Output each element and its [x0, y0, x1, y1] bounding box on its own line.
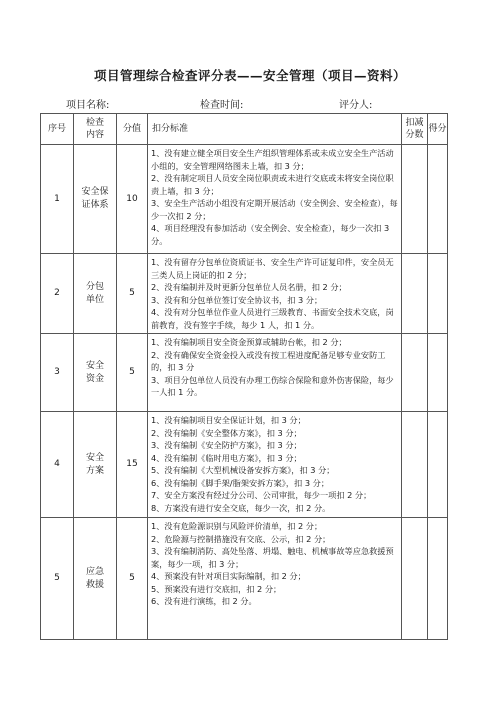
criteria-line: 4、预案没有针对项目实际编制，扣 2 分； [151, 571, 306, 581]
criteria-line: 1、没有建立健全项目安全生产组织管理体系或未成立安全生产活动小组的，安全管理网络图未上墙，扣 3 分； [151, 148, 394, 171]
criteria-line: 1、没有编制项目安全资金预算或辅助台帐，扣 2 分； [151, 337, 347, 347]
document-title: 项目管理综合检查评分表——安全管理（项目—资料） [93, 68, 406, 83]
row-score: 5 [117, 254, 148, 334]
row-criteria [148, 254, 402, 334]
score-table [40, 113, 448, 640]
row-criteria [148, 412, 402, 518]
row-number: 1 [41, 145, 74, 254]
criteria-line: 4、没有对分包单位作业人员进行三级教育、书面安全技术交底，岗前教育，没有签字手续，每少 1 人，扣 1 分。 [151, 307, 394, 330]
header-criteria: 扣分标准 [148, 114, 402, 145]
table-row [41, 145, 448, 254]
scorer-label: 评分人: [339, 100, 373, 111]
row-result [428, 334, 448, 412]
criteria-line: 6、没有编制《脚手架/脂架安拆方案》，扣 3 分； [151, 477, 330, 488]
row-deduction [402, 518, 428, 640]
row-number: 5 [41, 518, 74, 640]
row-score: 5 [117, 518, 148, 640]
row-criteria [148, 334, 402, 412]
row-result [428, 412, 448, 518]
header-result: 得分 [428, 114, 448, 145]
header-deduction: 扣减 分数 [402, 114, 428, 145]
row-criteria [148, 518, 402, 640]
criteria-line: 3、没有和分包单位签订安全协议书，扣 3 分； [151, 294, 323, 305]
criteria-line: 8、方案没有进行安全交底，每少一次，扣 2 分。 [151, 502, 331, 513]
row-score: 15 [117, 412, 148, 518]
header-row [41, 114, 448, 145]
criteria-line: 4、没有编制《临时用电方案》，扣 3 分； [151, 452, 302, 463]
row-number: 3 [41, 334, 74, 412]
table-row [41, 518, 448, 640]
row-number: 2 [41, 254, 74, 334]
row-deduction [402, 334, 428, 412]
criteria-line: 1、没有危险源识别与风险评价清单，扣 2 分； [151, 521, 323, 531]
table-row [41, 254, 448, 334]
row-criteria [148, 145, 402, 254]
row-item: 应急 救援 [74, 518, 117, 640]
criteria-line: 3、安全生产活动小组没有定期开展活动（安全例会、安全检查），每少一次扣 2 分； [151, 198, 398, 221]
criteria-line: 7、安全方案没有经过分公司、公司审批，每少一项扣 2 分； [151, 490, 372, 500]
row-result [428, 254, 448, 334]
table-row [41, 334, 448, 412]
row-item: 安全 方案 [74, 412, 117, 518]
row-item: 安全 资金 [74, 334, 117, 412]
header-item: 检查 内容 [74, 114, 117, 145]
criteria-line: 5、没有编制《大型机械设备安拆方案》，扣 3 分； [151, 465, 335, 475]
project-name-label: 项目名称: [66, 100, 110, 111]
header-no: 序号 [41, 114, 74, 145]
criteria-line: 3、没有编制消防、高处坠落、坍塌、触电、机械事故等应急救援预案，每少一项，扣 3 分； [151, 546, 394, 569]
row-score: 5 [117, 334, 148, 412]
meta-line [0, 96, 500, 110]
row-result [428, 518, 448, 640]
row-item: 分包 单位 [74, 254, 117, 334]
row-deduction [402, 412, 428, 518]
criteria-line: 2、危险源与控制措施没有交底、公示，扣 2 分； [151, 533, 331, 544]
criteria-line: 3、项目分包单位人员没有办理工伤综合保险和意外伤害保险，每少一人扣 1 分。 [151, 374, 394, 397]
row-number: 4 [41, 412, 74, 518]
criteria-line: 1、没有留存分包单位资质证书、安全生产许可证复印件，安全员无三类人员上岗证的扣 2 分； [151, 257, 394, 280]
row-score: 10 [117, 145, 148, 254]
criteria-line: 2、没有编制并及时更新分包单位人员名册，扣 2 分； [151, 282, 347, 292]
criteria-line: 3、没有编制《安全防护方案》，扣 3 分； [151, 440, 302, 450]
criteria-line: 2、没有编制《安全整体方案》，扣 3 分； [151, 427, 302, 438]
row-item: 安全保 证体系 [74, 145, 117, 254]
criteria-line: 2、没有制定项目人员安全岗位职责或未进行交底或未将安全岗位职责上墙，扣 3 分； [151, 173, 394, 196]
header-score: 分值 [117, 114, 148, 145]
table-row [41, 412, 448, 518]
criteria-line: 1、没有编制项目安全保证计划，扣 3 分； [151, 415, 306, 425]
criteria-line: 4、项目经理没有参加活动（安全例会、安全检查），每少一次扣 3 分。 [151, 223, 390, 246]
row-result [428, 145, 448, 254]
criteria-line: 2、没有确保安全资金投入或没有按工程进度配备足够专业安防工的，扣 3 分 [151, 349, 386, 372]
check-time-label: 检查时间: [200, 100, 244, 111]
row-deduction [402, 145, 428, 254]
row-deduction [402, 254, 428, 334]
criteria-line: 5、预案没有进行交底扣，扣 2 分； [151, 583, 282, 594]
criteria-line: 6、没有进行演练，扣 2 分。 [151, 596, 257, 606]
